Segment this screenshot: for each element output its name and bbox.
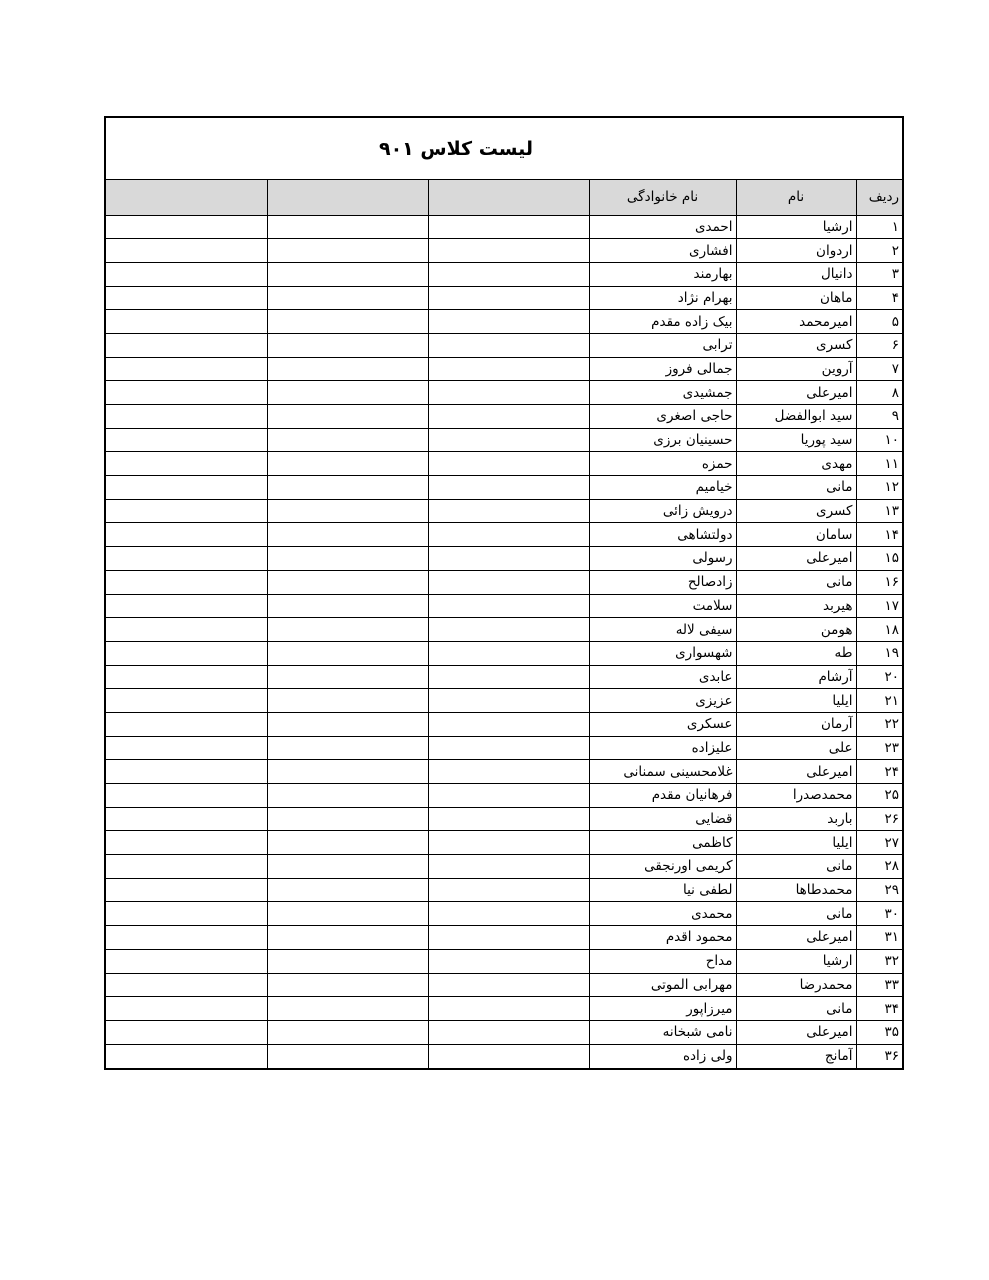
family-name-cell: محمود اقدم (589, 926, 736, 950)
family-name-cell: احمدی (589, 215, 736, 239)
empty-cell (428, 997, 589, 1021)
name-cell: کسری (736, 499, 856, 523)
empty-cell (106, 618, 267, 642)
name-cell: امیرعلی (736, 760, 856, 784)
empty-cell (428, 357, 589, 381)
row-number-cell: ۳۴ (856, 997, 902, 1021)
empty-cell (106, 973, 267, 997)
row-number-cell: ۱۵ (856, 547, 902, 571)
empty-cell (267, 310, 428, 334)
empty-cell (267, 286, 428, 310)
row-number-cell: ۳ (856, 262, 902, 286)
family-name-cell: بهرام نژاد (589, 286, 736, 310)
empty-cell (428, 902, 589, 926)
family-name-cell: زادصالح (589, 570, 736, 594)
family-name-cell: محمدی (589, 902, 736, 926)
empty-cell (106, 736, 267, 760)
empty-cell (106, 215, 267, 239)
empty-cell (428, 239, 589, 263)
family-name-cell: سلامت (589, 594, 736, 618)
empty-cell (428, 855, 589, 879)
empty-cell (106, 310, 267, 334)
empty-cell (106, 547, 267, 571)
name-cell: مانی (736, 570, 856, 594)
family-name-cell: رسولی (589, 547, 736, 571)
table-row (106, 902, 902, 926)
family-name-cell: مهرابی الموتی (589, 973, 736, 997)
header-extra-2 (267, 180, 428, 215)
empty-cell (106, 286, 267, 310)
table-row (106, 736, 902, 760)
family-name-cell: جمشیدی (589, 381, 736, 405)
empty-cell (428, 428, 589, 452)
row-number-cell: ۳۳ (856, 973, 902, 997)
empty-cell (106, 855, 267, 879)
empty-cell (267, 973, 428, 997)
table-row (106, 333, 902, 357)
empty-cell (267, 760, 428, 784)
name-cell: سید پوریا (736, 428, 856, 452)
empty-cell (428, 878, 589, 902)
empty-cell (428, 736, 589, 760)
table-row (106, 570, 902, 594)
empty-cell (267, 618, 428, 642)
empty-cell (267, 594, 428, 618)
empty-cell (428, 712, 589, 736)
empty-cell (106, 523, 267, 547)
family-name-cell: درویش زائی (589, 499, 736, 523)
name-cell: ارشیا (736, 949, 856, 973)
empty-cell (428, 381, 589, 405)
row-number-cell: ۱۲ (856, 476, 902, 500)
header-name: نام (736, 180, 856, 215)
empty-cell (267, 712, 428, 736)
header-extra-1 (428, 180, 589, 215)
empty-cell (267, 736, 428, 760)
name-cell: ارشیا (736, 215, 856, 239)
table-header (106, 180, 902, 215)
empty-cell (267, 689, 428, 713)
family-name-cell: غلامحسینی سمنانی (589, 760, 736, 784)
name-cell: مانی (736, 902, 856, 926)
row-number-cell: ۹ (856, 405, 902, 429)
row-number-cell: ۱۱ (856, 452, 902, 476)
table-row (106, 452, 902, 476)
row-number-cell: ۸ (856, 381, 902, 405)
name-cell: هومن (736, 618, 856, 642)
empty-cell (106, 1020, 267, 1044)
row-number-cell: ۲۶ (856, 807, 902, 831)
name-cell: امیرعلی (736, 381, 856, 405)
empty-cell (106, 381, 267, 405)
table-row (106, 973, 902, 997)
row-number-cell: ۲۴ (856, 760, 902, 784)
empty-cell (106, 570, 267, 594)
name-cell: امیرمحمد (736, 310, 856, 334)
empty-cell (106, 333, 267, 357)
class-list-sheet (104, 116, 904, 1070)
family-name-cell: ترابی (589, 333, 736, 357)
empty-cell (428, 831, 589, 855)
name-cell: دانیال (736, 262, 856, 286)
row-number-cell: ۱۹ (856, 641, 902, 665)
empty-cell (267, 926, 428, 950)
empty-cell (428, 215, 589, 239)
empty-cell (106, 665, 267, 689)
name-cell: امیرعلی (736, 1020, 856, 1044)
table-row (106, 594, 902, 618)
row-number-cell: ۳۱ (856, 926, 902, 950)
empty-cell (428, 1044, 589, 1068)
family-name-cell: عسکری (589, 712, 736, 736)
name-cell: مهدی (736, 452, 856, 476)
empty-cell (106, 499, 267, 523)
empty-cell (106, 594, 267, 618)
title-row (106, 118, 902, 180)
name-cell: آروین (736, 357, 856, 381)
row-number-cell: ۱ (856, 215, 902, 239)
name-cell: علی (736, 736, 856, 760)
family-name-cell: حمزه (589, 452, 736, 476)
table-row (106, 760, 902, 784)
empty-cell (428, 618, 589, 642)
table-row (106, 381, 902, 405)
empty-cell (106, 997, 267, 1021)
row-number-cell: ۲۰ (856, 665, 902, 689)
name-cell: ماهان (736, 286, 856, 310)
empty-cell (267, 405, 428, 429)
empty-cell (267, 523, 428, 547)
table-row (106, 689, 902, 713)
empty-cell (106, 831, 267, 855)
empty-cell (106, 262, 267, 286)
family-name-cell: مداح (589, 949, 736, 973)
family-name-cell: حسینیان برزی (589, 428, 736, 452)
empty-cell (267, 1044, 428, 1068)
name-cell: کسری (736, 333, 856, 357)
row-number-cell: ۵ (856, 310, 902, 334)
name-cell: ایلیا (736, 689, 856, 713)
empty-cell (267, 215, 428, 239)
family-name-cell: بیک زاده مقدم (589, 310, 736, 334)
family-name-cell: فرهانیان مقدم (589, 784, 736, 808)
row-number-cell: ۲ (856, 239, 902, 263)
row-number-cell: ۳۶ (856, 1044, 902, 1068)
empty-cell (428, 973, 589, 997)
name-cell: محمدطاها (736, 878, 856, 902)
name-cell: سامان (736, 523, 856, 547)
empty-cell (106, 878, 267, 902)
name-cell: سید ابوالفضل (736, 405, 856, 429)
name-cell: مانی (736, 997, 856, 1021)
empty-cell (428, 784, 589, 808)
empty-cell (106, 405, 267, 429)
empty-cell (428, 926, 589, 950)
name-cell: مانی (736, 476, 856, 500)
table-row (106, 926, 902, 950)
row-number-cell: ۳۵ (856, 1020, 902, 1044)
family-name-cell: سیفی لاله (589, 618, 736, 642)
table-row (106, 405, 902, 429)
row-number-cell: ۱۰ (856, 428, 902, 452)
family-name-cell: شهسواری (589, 641, 736, 665)
table-row (106, 712, 902, 736)
empty-cell (428, 476, 589, 500)
table-row (106, 784, 902, 808)
row-number-cell: ۷ (856, 357, 902, 381)
empty-cell (106, 926, 267, 950)
header-family-name: نام خانوادگی (589, 180, 736, 215)
name-cell: مانی (736, 855, 856, 879)
row-number-cell: ۱۷ (856, 594, 902, 618)
table-row (106, 262, 902, 286)
table-row (106, 523, 902, 547)
table-row (106, 1044, 902, 1068)
family-name-cell: ولی زاده (589, 1044, 736, 1068)
table-row (106, 831, 902, 855)
row-number-cell: ۲۳ (856, 736, 902, 760)
empty-cell (267, 641, 428, 665)
empty-cell (428, 499, 589, 523)
empty-cell (267, 855, 428, 879)
table-row (106, 949, 902, 973)
empty-cell (106, 784, 267, 808)
family-name-cell: میرزاپور (589, 997, 736, 1021)
empty-cell (267, 357, 428, 381)
table-row (106, 476, 902, 500)
empty-cell (106, 760, 267, 784)
row-number-cell: ۳۰ (856, 902, 902, 926)
empty-cell (267, 831, 428, 855)
empty-cell (106, 452, 267, 476)
empty-cell (267, 997, 428, 1021)
family-name-cell: نامی شبخانه (589, 1020, 736, 1044)
name-cell: محمدرضا (736, 973, 856, 997)
row-number-cell: ۲۹ (856, 878, 902, 902)
family-name-cell: عزیزی (589, 689, 736, 713)
family-name-cell: خیامیم (589, 476, 736, 500)
row-number-cell: ۶ (856, 333, 902, 357)
empty-cell (428, 594, 589, 618)
name-cell: ایلیا (736, 831, 856, 855)
table-row (106, 855, 902, 879)
name-cell: آرمان (736, 712, 856, 736)
empty-cell (428, 1020, 589, 1044)
empty-cell (106, 641, 267, 665)
empty-cell (428, 547, 589, 571)
empty-cell (428, 807, 589, 831)
row-number-cell: ۲۱ (856, 689, 902, 713)
empty-cell (106, 428, 267, 452)
table-row (106, 1020, 902, 1044)
empty-cell (267, 807, 428, 831)
row-number-cell: ۲۲ (856, 712, 902, 736)
empty-cell (267, 784, 428, 808)
family-name-cell: جمالی فروز (589, 357, 736, 381)
empty-cell (267, 476, 428, 500)
empty-cell (267, 1020, 428, 1044)
empty-cell (428, 641, 589, 665)
family-name-cell: بهارمند (589, 262, 736, 286)
empty-cell (106, 902, 267, 926)
empty-cell (267, 665, 428, 689)
empty-cell (428, 286, 589, 310)
empty-cell (428, 452, 589, 476)
empty-cell (106, 712, 267, 736)
empty-cell (106, 1044, 267, 1068)
name-cell: باربد (736, 807, 856, 831)
empty-cell (267, 239, 428, 263)
row-number-cell: ۱۴ (856, 523, 902, 547)
empty-cell (428, 333, 589, 357)
name-cell: آمانج (736, 1044, 856, 1068)
empty-cell (106, 239, 267, 263)
table-row (106, 428, 902, 452)
table-row (106, 997, 902, 1021)
row-number-cell: ۱۸ (856, 618, 902, 642)
table-row (106, 641, 902, 665)
empty-cell (267, 547, 428, 571)
row-number-cell: ۴ (856, 286, 902, 310)
family-name-cell: لطفی نیا (589, 878, 736, 902)
name-cell: طه (736, 641, 856, 665)
empty-cell (428, 310, 589, 334)
row-number-cell: ۲۷ (856, 831, 902, 855)
table-row (106, 618, 902, 642)
empty-cell (428, 689, 589, 713)
empty-cell (267, 878, 428, 902)
family-name-cell: علیزاده (589, 736, 736, 760)
empty-cell (428, 523, 589, 547)
empty-cell (267, 381, 428, 405)
family-name-cell: کاظمی (589, 831, 736, 855)
empty-cell (106, 357, 267, 381)
name-cell: اردوان (736, 239, 856, 263)
header-extra-3 (106, 180, 267, 215)
empty-cell (428, 570, 589, 594)
empty-cell (267, 428, 428, 452)
empty-cell (267, 949, 428, 973)
table-row (106, 807, 902, 831)
table-row (106, 215, 902, 239)
student-table (106, 180, 902, 1068)
table-row (106, 547, 902, 571)
row-number-cell: ۲۵ (856, 784, 902, 808)
empty-cell (428, 949, 589, 973)
family-name-cell: افشاری (589, 239, 736, 263)
table-row (106, 499, 902, 523)
row-number-cell: ۱۳ (856, 499, 902, 523)
family-name-cell: کریمی اورنجقی (589, 855, 736, 879)
name-cell: امیرعلی (736, 547, 856, 571)
empty-cell (106, 476, 267, 500)
row-number-cell: ۱۶ (856, 570, 902, 594)
table-row (106, 239, 902, 263)
table-row (106, 357, 902, 381)
name-cell: محمدصدرا (736, 784, 856, 808)
empty-cell (106, 807, 267, 831)
empty-cell (267, 499, 428, 523)
empty-cell (267, 902, 428, 926)
empty-cell (106, 689, 267, 713)
row-number-cell: ۳۲ (856, 949, 902, 973)
empty-cell (267, 333, 428, 357)
empty-cell (267, 262, 428, 286)
sheet-title: لیست کلاس ۹۰۱ (378, 137, 534, 160)
table-row (106, 286, 902, 310)
empty-cell (267, 570, 428, 594)
table-row (106, 878, 902, 902)
family-name-cell: قضایی (589, 807, 736, 831)
name-cell: امیرعلی (736, 926, 856, 950)
empty-cell (428, 665, 589, 689)
empty-cell (106, 949, 267, 973)
empty-cell (428, 405, 589, 429)
header-row-number: ردیف (856, 180, 902, 215)
table-row (106, 665, 902, 689)
family-name-cell: عابدی (589, 665, 736, 689)
name-cell: هیربد (736, 594, 856, 618)
empty-cell (428, 262, 589, 286)
family-name-cell: حاجی اصغری (589, 405, 736, 429)
name-cell: آرشام (736, 665, 856, 689)
empty-cell (267, 452, 428, 476)
row-number-cell: ۲۸ (856, 855, 902, 879)
table-row (106, 310, 902, 334)
family-name-cell: دولتشاهی (589, 523, 736, 547)
empty-cell (428, 760, 589, 784)
